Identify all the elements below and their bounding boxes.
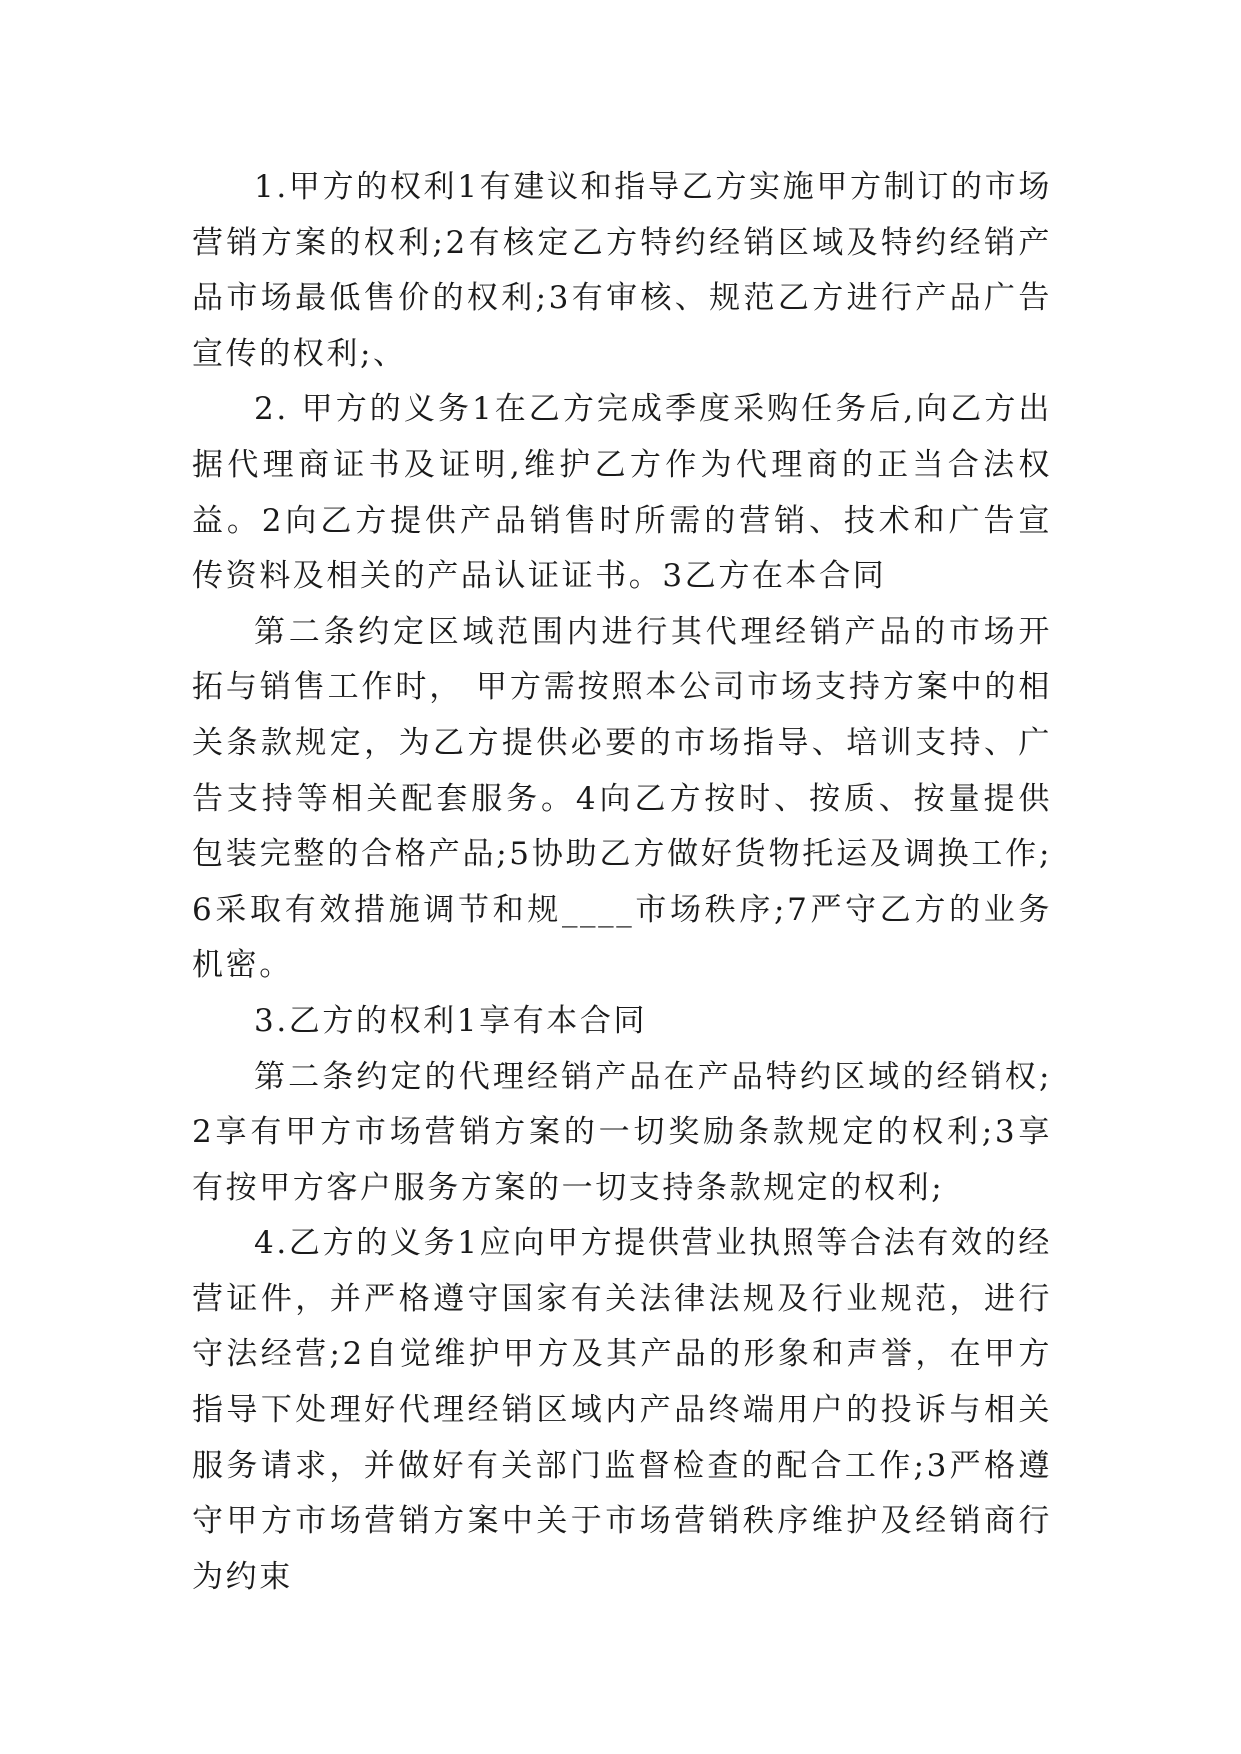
paragraph-party-a-obligations: 2. 甲方的义务1在乙方完成季度采购任务后,向乙方出据代理商证书及证明,维护乙方作为代理商的正当合法权益。2向乙方提供产品销售时所需的营销、技术和广告宣传资料及相关的产品认证证书。3乙方在本合同 — [192, 391, 1052, 595]
paragraph-article-two-region: 第二条约定区域范围内进行其代理经销产品的市场开拓与销售工作时， 甲方需按照本公司市场支持方案中的相关条款规定，为乙方提供必要的市场指导、培训支持、广告支持等相关配套服务。4向乙方按时、按质、按量提供包装完整的合格产品;5协助乙方做好货物托运及调换工作;6采取有效措施调节和规____市场秩序;7严守乙方的业务机密。 — [192, 613, 1052, 984]
paragraph-party-a-rights: 1.甲方的权利1有建议和指导乙方实施甲方制订的市场营销方案的权利;2有核定乙方特约经销区域及特约经销产品市场最低售价的权利;3有审核、规范乙方进行产品广告宣传的权利;、 — [192, 169, 1052, 372]
paragraph-party-b-rights: 第二条约定的代理经销产品在产品特约区域的经销权;2享有甲方市场营销方案的一切奖励条款规定的权利;3享有按甲方客户服务方案的一切支持条款规定的权利; — [192, 1058, 1052, 1206]
paragraph-party-b-obligations: 4.乙方的义务1应向甲方提供营业执照等合法有效的经营证件，并严格遵守国家有关法律法规及行业规范，进行守法经营;2自觉维护甲方及其产品的形象和声誉，在甲方指导下处理好代理经销区域内产品终端用户的投诉与相关服务请求，并做好有关部门监督检查的配合工作;3严格遵守甲方市场营销方案中关于市场营销秩序维护及经销商行为约束 — [192, 1225, 1052, 1595]
paragraph-party-b-rights-heading: 3.乙方的权利1享有本合同 — [254, 1002, 648, 1039]
document-body — [192, 160, 1052, 1605]
